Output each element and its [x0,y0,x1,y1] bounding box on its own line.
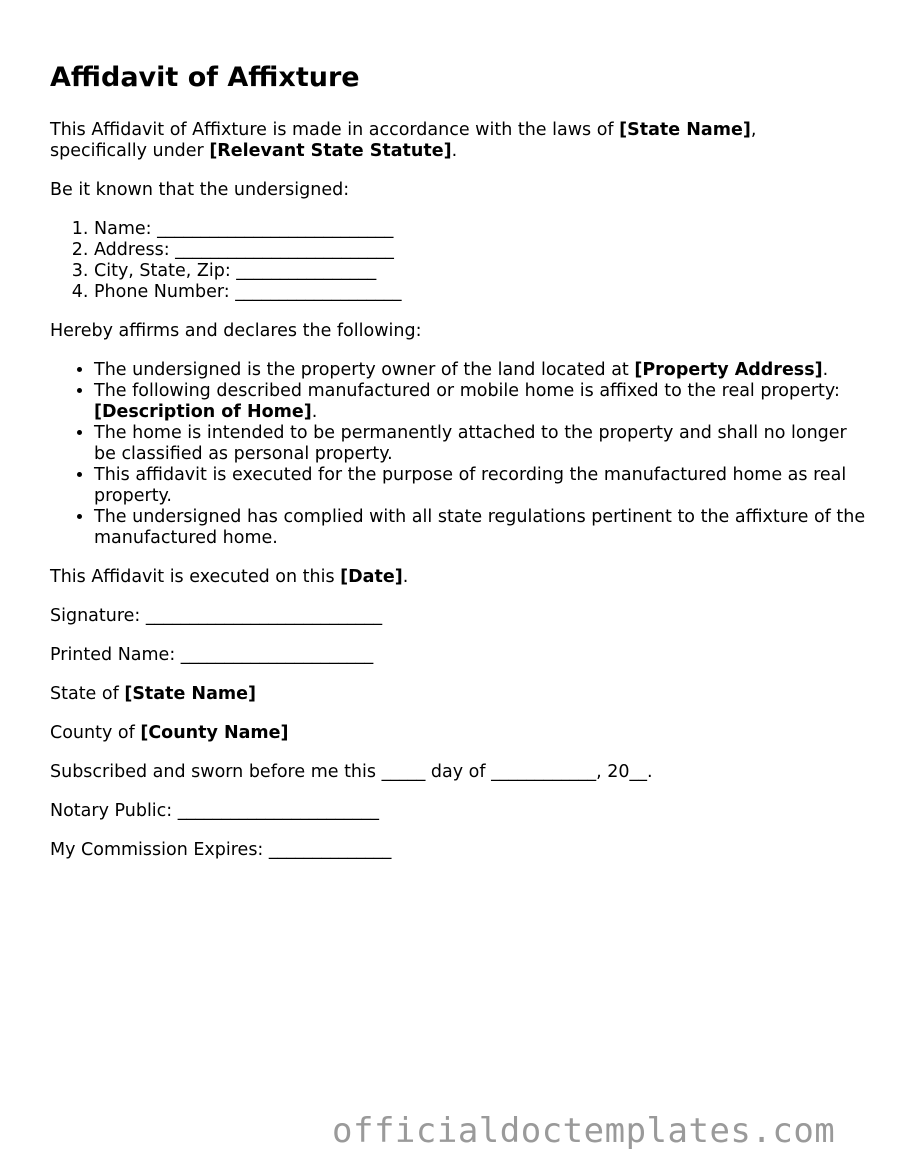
declaration-item: • The home is intended to be permanently attached to the property and shall no longer be classified as personal property. [94,423,870,465]
property-address-placeholder: [Property Address] [634,360,823,380]
state-label: State of [50,684,125,704]
intro-text-4: . [451,141,458,161]
declaration-text: The undersigned is the property owner of the land located at [94,360,635,380]
info-fields-list [50,219,870,303]
home-description-placeholder: [Description of Home] [94,402,312,422]
document-title: Affidavit of Affixture [50,62,360,93]
known-paragraph: Be it known that the undersigned: [50,180,350,200]
declaration-end: . [822,360,829,380]
document-page [50,60,870,879]
county-value: [County Name] [140,723,289,743]
declaration-end: . [311,402,318,422]
sworn-line: Subscribed and sworn before me this _____ day of ____________, 20__. [50,762,653,782]
intro-paragraph [50,120,870,162]
executed-end: . [402,567,409,587]
declaration-item [94,360,870,381]
declaration-text: The following described manufactured or mobile home is affixed to the real property: [94,381,840,401]
signature-line: Signature: ___________________________ [50,606,383,626]
field-phone: 4. Phone Number: ___________________ [94,282,870,303]
state-line [50,684,870,705]
notary-line: Notary Public: _______________________ [50,801,379,821]
intro-statute: [Relevant State Statute] [209,141,452,161]
field-city-state-zip: 3. City, State, Zip: ________________ [94,261,870,282]
state-value: [State Name] [124,684,256,704]
intro-text-2: , [750,120,757,140]
intro-state-name: [State Name] [619,120,751,140]
executed-text: This Affidavit is executed on this [50,567,341,587]
printed-name-line: Printed Name: ______________________ [50,645,374,665]
intro-text-3: specifically under [50,141,210,161]
declaration-item: • The undersigned has complied with all state regulations pertinent to the affixture of the manufactured home. [94,507,870,549]
declaration-item: • This affidavit is executed for the purpose of recording the manufactured home as real property. [94,465,870,507]
field-name: 1. Name: ___________________________ [94,219,870,240]
declarations-list [50,360,870,549]
county-label: County of [50,723,141,743]
commission-line: My Commission Expires: ______________ [50,840,392,860]
executed-paragraph [50,567,870,588]
county-line [50,723,870,744]
date-placeholder: [Date] [340,567,403,587]
field-address: 2. Address: _________________________ [94,240,870,261]
declaration-item [94,381,870,423]
affirm-paragraph: Hereby affirms and declares the following: [50,321,422,341]
watermark: officialdoctemplates.com [332,1111,836,1151]
intro-text-1: This Affidavit of Affixture is made in accordance with the laws of [50,120,620,140]
